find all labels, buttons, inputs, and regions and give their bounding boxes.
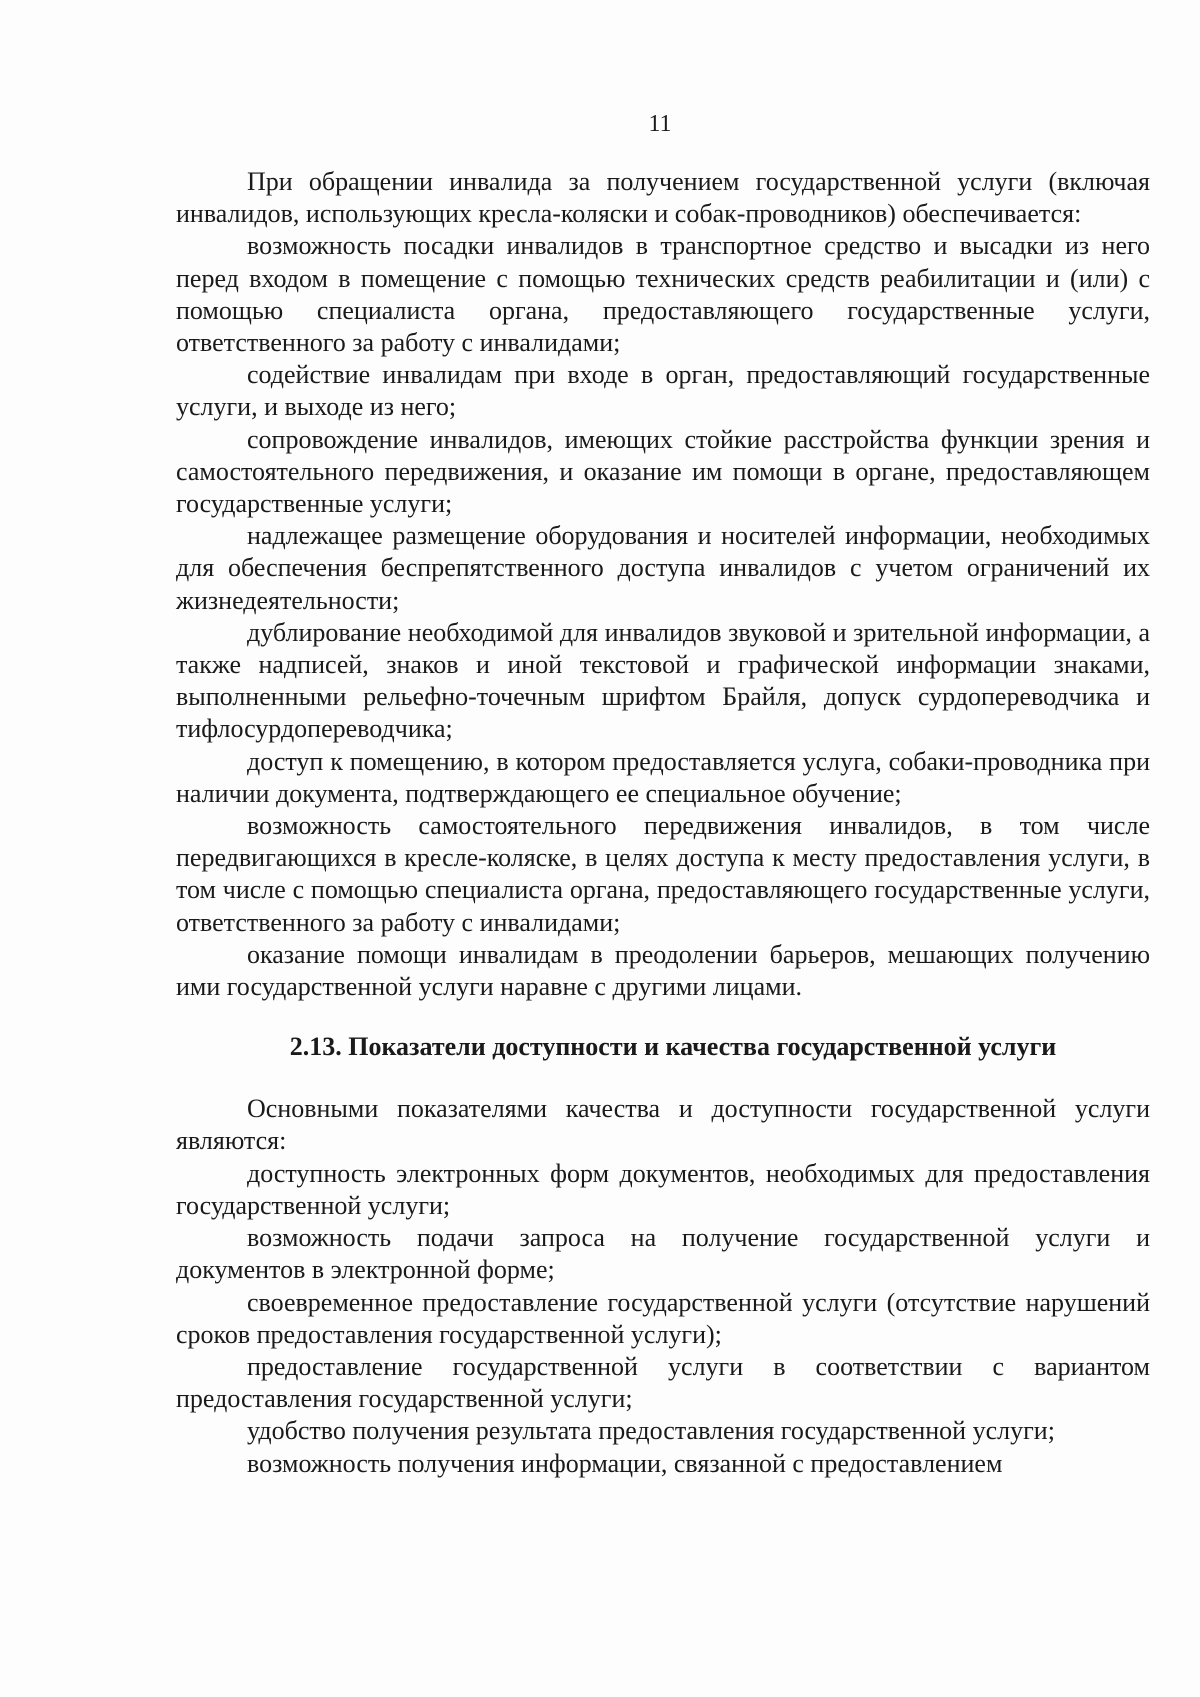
paragraph: При обращении инвалида за получением государственной услуги (включая инвалидов, использующих кресла-коляски и собак-проводников) обеспечивается: bbox=[176, 167, 1150, 229]
paragraph: сопровождение инвалидов, имеющих стойкие расстройства функции зрения и самостоятельного передвижения, и оказание им помощи в органе, предоставляющем государственные услуги; bbox=[176, 424, 1150, 519]
paragraph: возможность получения информации, связанной с предоставлением bbox=[247, 1448, 1003, 1478]
document-body bbox=[176, 166, 1150, 1480]
paragraph: своевременное предоставление государственной услуги (отсутствие нарушений сроков предоставления государственной услуги); bbox=[176, 1287, 1150, 1349]
paragraph: Основными показателями качества и доступности государственной услуги являются: bbox=[176, 1094, 1150, 1156]
paragraph: возможность посадки инвалидов в транспортное средство и высадки из него перед входом в помещение с помощью технических средств реабилитации и (или) с помощью специалиста органа, предоставляющего государственные услуги, ответственного за работу с инвалидами; bbox=[176, 231, 1150, 358]
page-number: 11 bbox=[648, 111, 672, 137]
paragraph: предоставление государственной услуги в соответствии с вариантом предоставления государственной услуги; bbox=[176, 1351, 1150, 1414]
paragraph: дублирование необходимой для инвалидов звуковой и зрительной информации, а также надписей, знаков и иной текстовой и графической информации знаками, выполненными рельефно-точечным шрифтом Брайля, допуск сурдопереводчика и тифлосурдопереводчика; bbox=[176, 617, 1150, 744]
paragraph: доступность электронных форм документов, необходимых для предоставления государственной услуги; bbox=[176, 1158, 1150, 1220]
paragraph: возможность подачи запроса на получение государственной услуги и документов в электронной форме; bbox=[176, 1223, 1150, 1285]
section-heading: 2.13. Показатели доступности и качества государственной услуги bbox=[289, 1032, 1057, 1062]
paragraph: возможность самостоятельного передвижения инвалидов, в том числе передвигающихся в кресле-коляске, в целях доступа к месту предоставления услуги, в том числе с помощью специалиста органа, предоставляющего государственные услуги, ответственного за работу с инвалидами; bbox=[176, 811, 1150, 937]
paragraph: надлежащее размещение оборудования и носителей информации, необходимых для обеспечения беспрепятственного доступа инвалидов с учетом ограничений их жизнедеятельности; bbox=[176, 521, 1150, 615]
paragraph: доступ к помещению, в котором предоставляется услуга, собаки-проводника при наличии документа, подтверждающего ее специальное обучение; bbox=[176, 746, 1150, 808]
paragraph: содействие инвалидам при входе в орган, предоставляющий государственные услуги, и выходе из него; bbox=[176, 360, 1150, 422]
paragraph: удобство получения результата предоставления государственной услуги; bbox=[247, 1416, 1055, 1446]
paragraph: оказание помощи инвалидам в преодолении барьеров, мешающих получению ими государственной услуги наравне с другими лицами. bbox=[176, 939, 1150, 1002]
